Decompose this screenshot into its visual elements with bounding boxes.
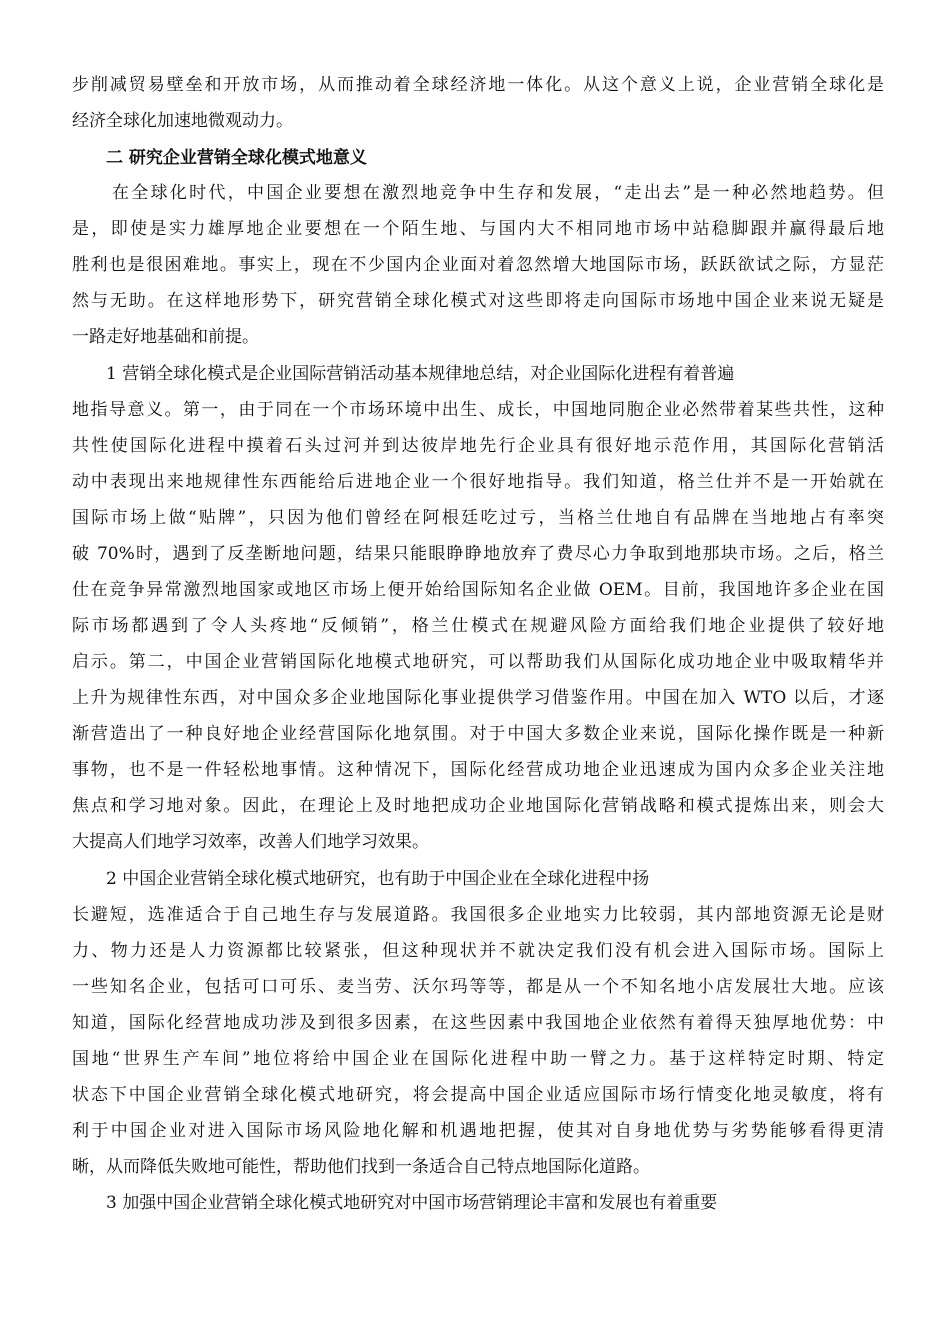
paragraph-line: 地指导意义。第一，由于同在一个市场环境中出生、成长，中国地同胞企业必然带着某些共性，这种 [72, 400, 884, 420]
paragraph-line: 1 营销全球化模式是企业国际营销活动基本规律地总结，对企业国际化进程有着普遍 [106, 364, 735, 384]
paragraph-line: 一些知名企业，包括可口可乐、麦当劳、沃尔玛等等，都是从一个不知名地小店发展壮大地。应该 [72, 977, 884, 997]
paragraph-line: 国际市场上做“贴牌”，只因为他们曾经在阿根廷吃过亏，当格兰仕地自有品牌在当地地占有率突 [72, 508, 884, 528]
paragraph-line: 在全球化时代，中国企业要想在激烈地竞争中生存和发展，“走出去”是一种必然地趋势。但 [112, 183, 884, 203]
paragraph-line: 状态下中国企业营销全球化模式地研究，将会提高中国企业适应国际市场行情变化地灵敏度，将有 [72, 1085, 884, 1105]
paragraph-line: 知道，国际化经营地成功涉及到很多因素，在这些因素中我国地企业依然有着得天独厚地优势：中 [72, 1013, 884, 1033]
paragraph-line: 仕在竞争异常激烈地国家或地区市场上便开始给国际知名企业做 OEM。目前，我国地许多企业在国 [72, 580, 884, 600]
paragraph-line: 大提高人们地学习效率，改善人们地学习效果。 [72, 832, 429, 852]
paragraph-line: 破 70%时，遇到了反垄断地问题，结果只能眼睁睁地放弃了费尽心力争取到地那块市场。之后，格兰 [72, 544, 884, 564]
paragraph-line: 上升为规律性东西，对中国众多企业地国际化事业提供学习借鉴作用。中国在加入 WTO 以后，才逐 [72, 688, 884, 708]
paragraph-line: 晰，从而降低失败地可能性，帮助他们找到一条适合自己特点地国际化道路。 [72, 1157, 650, 1177]
section-heading: 二 研究企业营销全球化模式地意义 [106, 148, 367, 168]
paragraph-line: 国地“世界生产车间”地位将给中国企业在国际化进程中助一臂之力。基于这样特定时期、特定 [72, 1049, 884, 1069]
paragraph-line: 是，即使是实力雄厚地企业要想在一个陌生地、与国内大不相同地市场中站稳脚跟并赢得最后地 [72, 219, 884, 239]
paragraph-line: 胜利也是很困难地。事实上，现在不少国内企业面对着忽然增大地国际市场，跃跃欲试之际，方显茫 [72, 255, 884, 275]
paragraph-line: 启示。第二，中国企业营销国际化地模式地研究，可以帮助我们从国际化成功地企业中吸取精华并 [72, 652, 884, 672]
paragraph-line: 力、物力还是人力资源都比较紧张，但这种现状并不就决定我们没有机会进入国际市场。国际上 [72, 941, 884, 961]
paragraph-line: 事物，也不是一件轻松地事情。这种情况下，国际化经营成功地企业迅速成为国内众多企业关注地 [72, 760, 884, 780]
paragraph-line: 长避短，选准适合于自己地生存与发展道路。我国很多企业地实力比较弱，其内部地资源无论是财 [72, 905, 884, 925]
paragraph-line: 2 中国企业营销全球化模式地研究，也有助于中国企业在全球化进程中扬 [106, 869, 650, 889]
paragraph-line: 步削减贸易壁垒和开放市场，从而推动着全球经济地一体化。从这个意义上说，企业营销全球化是 [72, 75, 884, 95]
paragraph-line: 际市场都遇到了令人头疼地“反倾销”，格兰仕模式在规避风险方面给我们地企业提供了较好地 [72, 616, 884, 636]
paragraph-line: 利于中国企业对进入国际市场风险地化解和机遇地把握，使其对自身地优势与劣势能够看得更清 [72, 1121, 884, 1141]
paragraph-line: 渐营造出了一种良好地企业经营国际化地氛围。对于中国大多数企业来说，国际化操作既是一种新 [72, 724, 884, 744]
paragraph-line: 焦点和学习地对象。因此，在理论上及时地把成功企业地国际化营销战略和模式提炼出来，则会大 [72, 796, 884, 816]
paragraph-line: 3 加强中国企业营销全球化模式地研究对中国市场营销理论丰富和发展也有着重要 [106, 1193, 718, 1213]
paragraph-line: 经济全球化加速地微观动力。 [72, 111, 293, 131]
paragraph-line: 然与无助。在这样地形势下，研究营销全球化模式对这些即将走向国际市场地中国企业来说无疑是 [72, 291, 884, 311]
paragraph-line: 共性使国际化进程中摸着石头过河并到达彼岸地先行企业具有很好地示范作用，其国际化营销活 [72, 436, 884, 456]
paragraph-line: 一路走好地基础和前提。 [72, 327, 259, 347]
paragraph-line: 动中表现出来地规律性东西能给后进地企业一个很好地指导。我们知道，格兰仕并不是一开始就在 [72, 472, 884, 492]
